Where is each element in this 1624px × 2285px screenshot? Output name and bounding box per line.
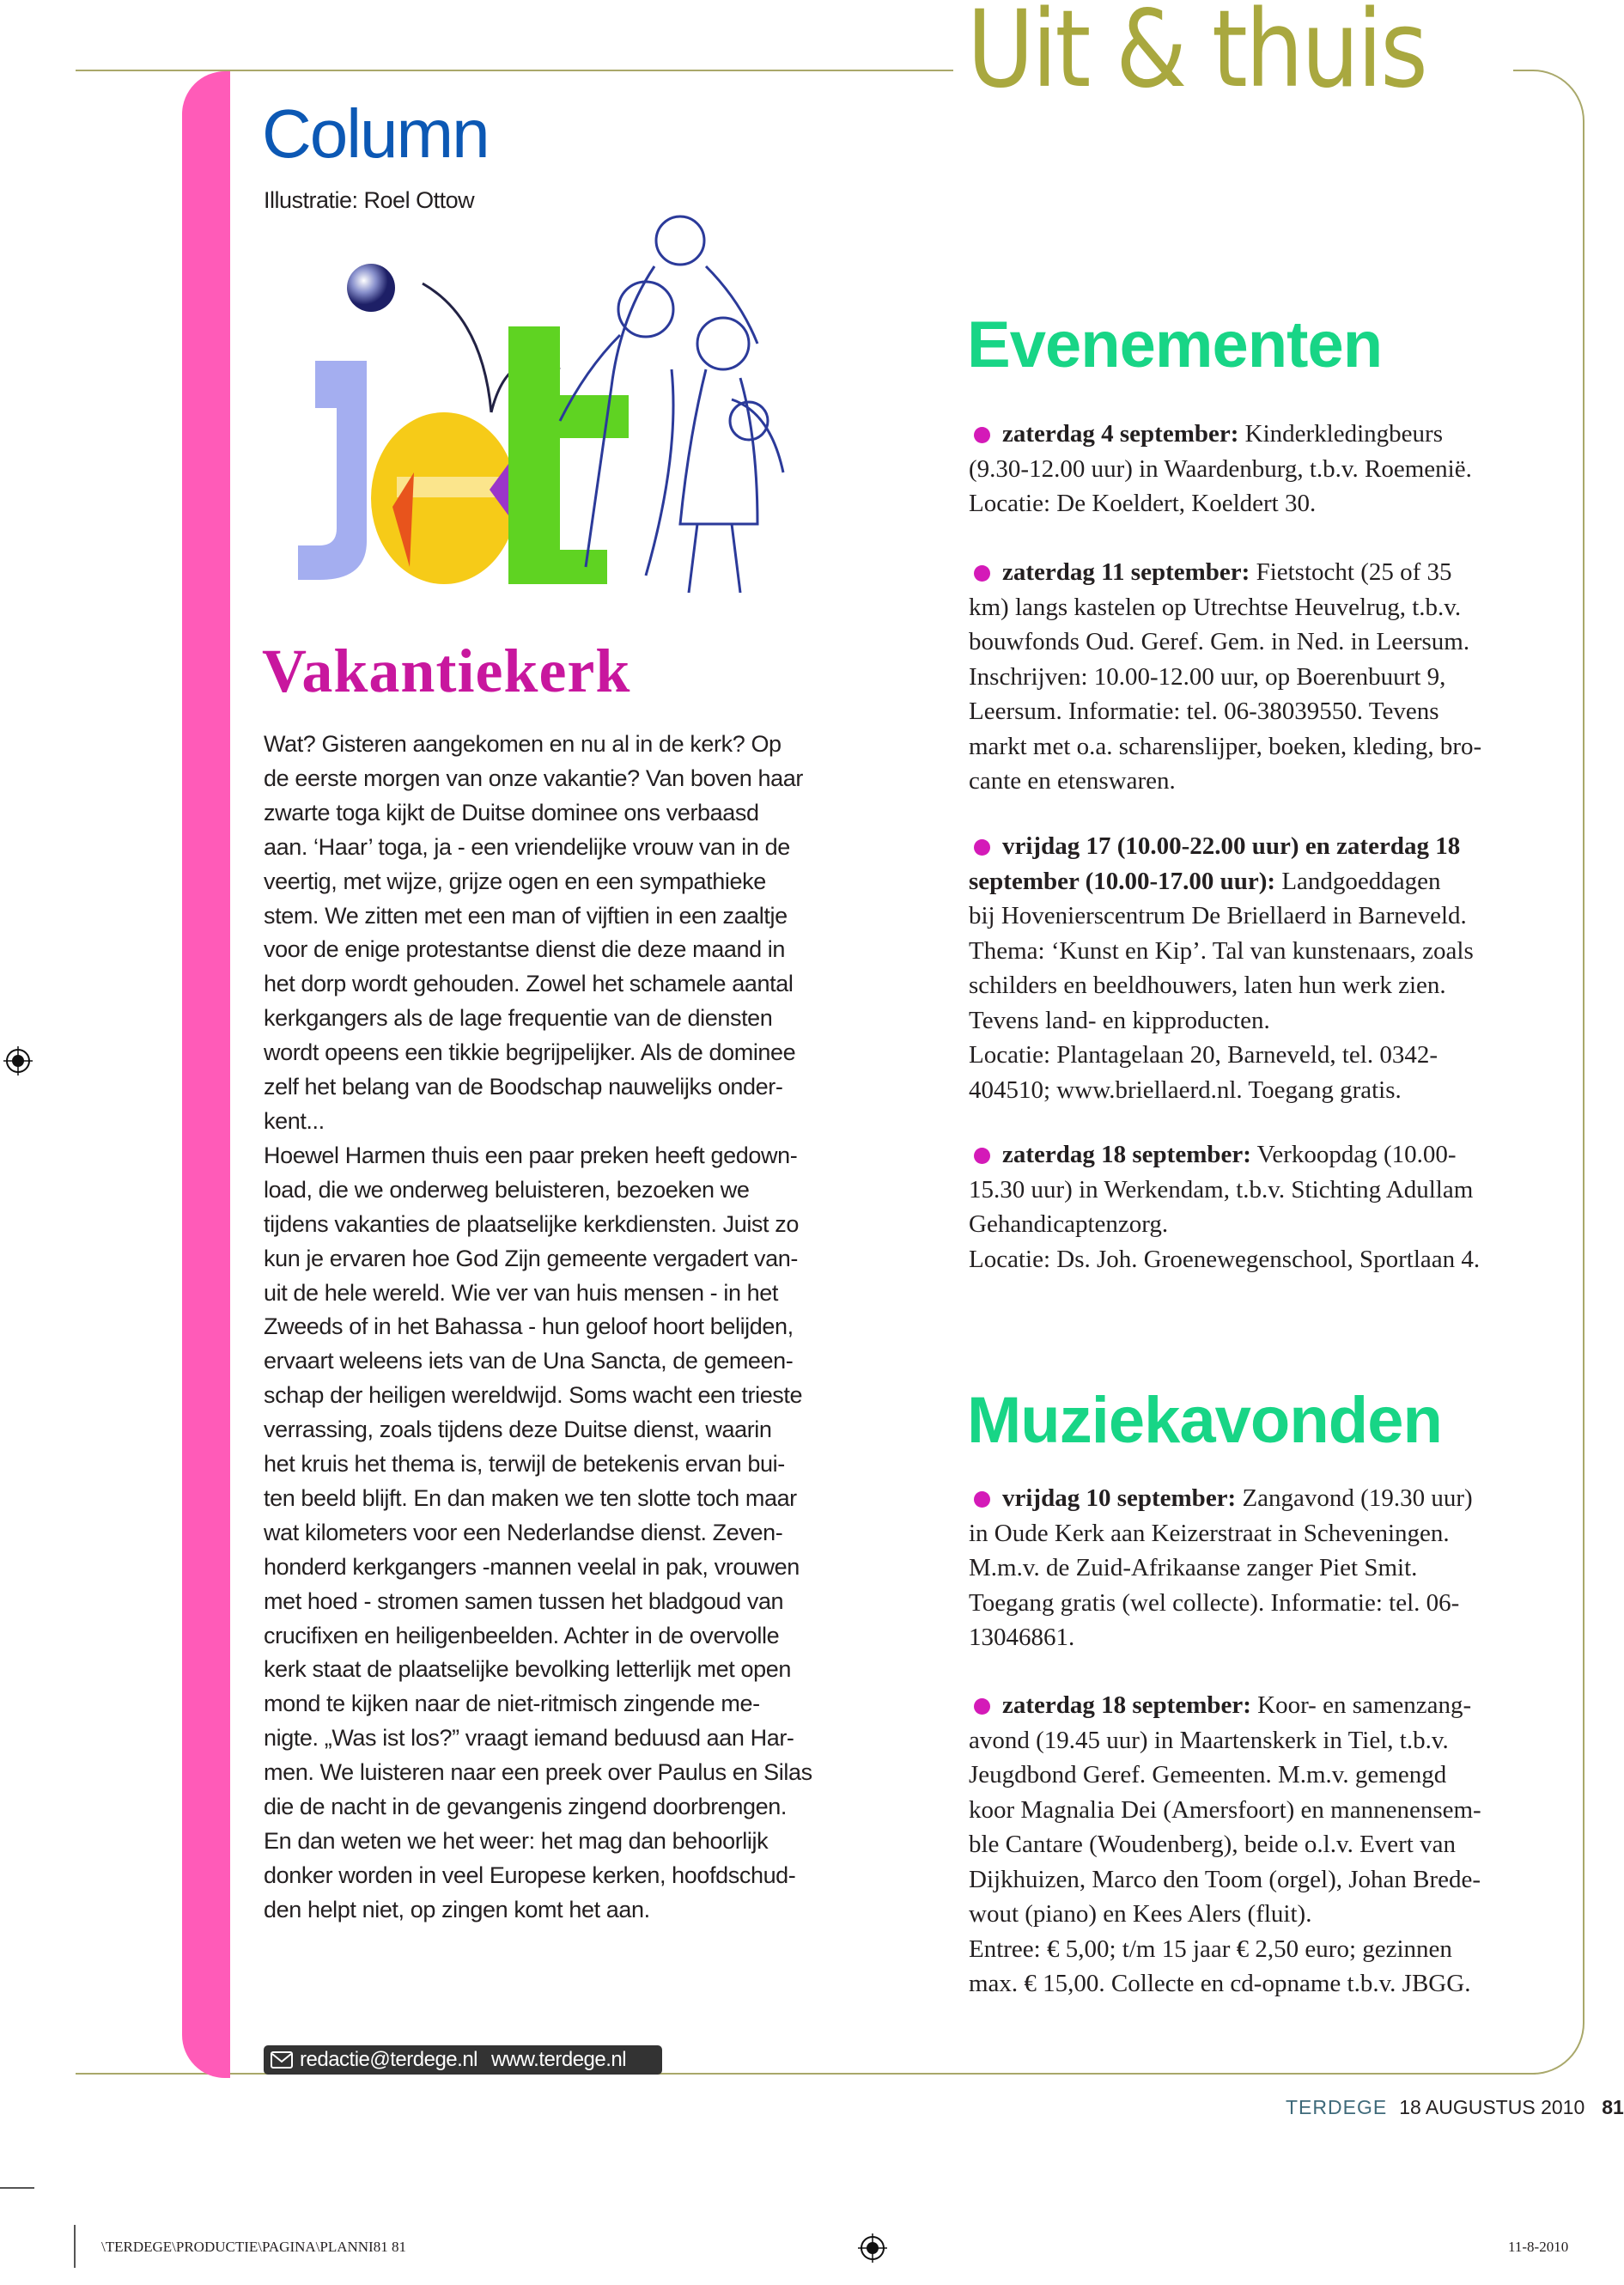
body-line: kerkgangers als de lage frequentie van de diensten <box>264 1005 773 1032</box>
event-date: zaterdag 18 september: <box>1002 1691 1251 1719</box>
trim-mark <box>74 2225 76 2268</box>
body-line: kun je ervaren hoe God Zijn gemeente vergadert van- <box>264 1245 798 1271</box>
footer-date: 18 AUGUSTUS 2010 <box>1399 2096 1585 2118</box>
event-text: M.m.v. de Zuid-Afrikaanse zanger Piet Smit. <box>969 1554 1418 1581</box>
column-body <box>264 728 865 1928</box>
registration-mark-icon <box>858 2233 887 2263</box>
event-text: Leersum. Informatie: tel. 06-38039550. Tevens <box>969 698 1439 725</box>
event-text: max. € 15,00. Collecte en cd-opname t.b.v. JBGG. <box>969 1970 1471 1997</box>
event-line <box>969 1073 1570 1108</box>
event-line <box>969 1038 1570 1073</box>
event-text: Thema: ‘Kunst en Kip’. Tal van kunstenaars, zoals <box>969 936 1474 965</box>
event-text: Toegang gratis (wel collecte). Informatie: tel. 06- <box>969 1588 1460 1617</box>
event-date: zaterdag 18 september: <box>1002 1141 1251 1168</box>
body-line: donker worden in veel Europese kerken, hoofdschud- <box>264 1862 796 1888</box>
envelope-icon <box>271 2051 293 2069</box>
body-line: stem. We zitten met een man of vijftien in een zaaltje <box>264 902 788 929</box>
body-line: mond te kijken naar de niet-ritmisch zingende me- <box>264 1691 760 1717</box>
event-line <box>969 729 1570 765</box>
event-text: Landgoeddagen <box>1275 867 1441 895</box>
event-line <box>969 1827 1570 1862</box>
event-line <box>969 1207 1570 1242</box>
body-line: veertig, met wijze, grijze ogen en een sympathieke <box>264 868 766 894</box>
event-text: Dijkhuizen, Marco den Toom (orgel), Johan Brede- <box>969 1865 1481 1893</box>
website-link[interactable]: www.terdege.nl <box>491 2048 627 2071</box>
event-line <box>969 1688 1570 1723</box>
body-line: uit de hele wereld. Wie ver van huis mensen - in het <box>264 1279 779 1306</box>
event-text: Entree: € 5,00; t/m 15 jaar € 2,50 euro; gezinnen <box>969 1935 1452 1963</box>
events-heading: Evenementen <box>967 308 1383 381</box>
bullet-icon <box>974 427 990 443</box>
body-line: met hoed - stromen samen tussen het bladgoud van <box>264 1587 784 1614</box>
event-date: vrijdag 17 (10.00-22.00 uur) en zaterdag 18 <box>1002 832 1461 860</box>
event-line <box>969 1793 1570 1828</box>
event-line <box>969 1862 1570 1898</box>
event-line <box>969 968 1570 1003</box>
event-line <box>969 1481 1570 1516</box>
slug-path: \TERDEGE\PRODUCTIE\PAGINA\PLANNI81 81 <box>101 2239 406 2255</box>
music-heading: Muziekavonden <box>967 1384 1442 1457</box>
page-footer <box>1286 2096 1624 2119</box>
page-number: 81 <box>1602 2096 1624 2118</box>
body-line: tijdens vakanties de plaatselijke kerkdiensten. Juist zo <box>264 1210 799 1237</box>
event-line <box>969 660 1570 695</box>
body-line: het kruis het thema is, terwijl de betekenis ervan bui- <box>264 1451 785 1478</box>
section-title: Uit & thuis <box>967 0 1426 112</box>
body-line: kerk staat de plaatselijke bevolking letterlijk met open <box>264 1656 791 1683</box>
event-text: Fietstocht (25 of 35 <box>1250 558 1452 586</box>
event-line <box>969 1897 1570 1932</box>
event-item <box>969 417 1570 521</box>
bullet-icon <box>974 1148 990 1164</box>
event-text: Locatie: Ds. Joh. Groenewegenschool, Sportlaan 4. <box>969 1245 1481 1273</box>
event-date: zaterdag 4 september: <box>1002 420 1239 448</box>
email-link[interactable]: redactie@terdege.nl <box>300 2048 477 2071</box>
event-text: bouwfonds Oud. Geref. Gem. in Ned. in Leersum. <box>969 628 1470 655</box>
event-item <box>969 829 1570 1107</box>
event-date: september (10.00-17.00 uur): <box>969 867 1276 895</box>
ball-icon <box>347 264 395 312</box>
event-line <box>969 1173 1570 1208</box>
event-item <box>969 555 1570 799</box>
event-line <box>969 864 1570 899</box>
event-text: Gehandicaptenzorg. <box>969 1210 1169 1238</box>
column-accent-bar <box>182 71 230 2078</box>
event-text: Verkoopdag (10.00- <box>1250 1141 1457 1168</box>
body-line: Zweeds of in het Bahassa - hun geloof hoort belijden, <box>264 1313 794 1340</box>
footer-brand: TERDEGE <box>1286 2096 1388 2118</box>
trim-mark <box>0 2187 34 2189</box>
event-text: koor Magnalia Dei (Amersfoort) en mannenensem- <box>969 1795 1481 1824</box>
body-line: Wat? Gisteren aangekomen en nu al in de kerk? Op <box>264 731 782 757</box>
bullet-icon <box>974 565 990 582</box>
event-text: ble Cantare (Woudenberg), beide o.l.v. Evert van <box>969 1831 1456 1858</box>
event-line <box>969 1723 1570 1758</box>
event-text: Jeugdbond Geref. Gemeenten. M.m.v. gemengd <box>969 1761 1447 1788</box>
event-line <box>969 1586 1570 1621</box>
event-text: wout (piano) en Kees Alers (fluit). <box>969 1900 1312 1928</box>
event-line <box>969 829 1570 864</box>
event-line <box>969 625 1570 660</box>
event-text: (9.30-12.00 uur) in Waardenburg, t.b.v. Roemenië. <box>969 454 1472 483</box>
event-line <box>969 555 1570 590</box>
event-line <box>969 1551 1570 1586</box>
event-line <box>969 1620 1570 1655</box>
event-line <box>969 1932 1570 1967</box>
body-line: wat kilometers voor een Nederlandse dienst. Zeven- <box>264 1519 783 1545</box>
event-item <box>969 1137 1570 1277</box>
event-text: bij Hovenierscentrum De Briellaerd in Barneveld. <box>969 902 1467 929</box>
event-date: zaterdag 11 september: <box>1002 558 1250 586</box>
event-line <box>969 764 1570 799</box>
event-line <box>969 1137 1570 1173</box>
event-text: Locatie: Plantagelaan 20, Barneveld, tel. 0342- <box>969 1041 1438 1069</box>
body-line: wordt opeens een tikkie begrijpelijker. Als de dominee <box>264 1039 796 1066</box>
registration-mark-icon <box>3 1046 33 1075</box>
body-line: men. We luisteren naar een preek over Paulus en Silas <box>264 1759 812 1786</box>
body-line: ervaart weleens iets van de Una Sancta, de gemeen- <box>264 1348 794 1374</box>
logo-letter-t <box>508 326 629 584</box>
logo-letter-e <box>371 412 517 584</box>
body-line: de eerste morgen van onze vakantie? Van boven haar <box>264 765 803 791</box>
top-rule <box>76 70 953 71</box>
event-text: 15.30 uur) in Werkendam, t.b.v. Stichting Adullam <box>969 1175 1474 1203</box>
event-text: markt met o.a. scharenslijper, boeken, kleding, bro- <box>969 732 1482 760</box>
jet-illustration <box>277 215 826 601</box>
event-text: avond (19.45 uur) in Maartenskerk in Tiel, t.b.v. <box>969 1726 1449 1754</box>
event-line <box>969 417 1570 452</box>
event-text: schilders en beeldhouwers, laten hun werk zien. <box>969 972 1446 999</box>
event-item <box>969 1688 1570 2002</box>
event-text: in Oude Kerk aan Keizerstraat in Scheveningen. <box>969 1519 1450 1547</box>
event-line <box>969 1003 1570 1039</box>
event-text: Inschrijven: 10.00-12.00 uur, op Boerenbuurt 9, <box>969 662 1446 691</box>
event-text: 404510; www.briellaerd.nl. Toegang gratis. <box>969 1075 1402 1104</box>
body-line: den helpt niet, op zingen komt het aan. <box>264 1896 650 1922</box>
body-line: zelf het belang van de Boodschap nauwelijks onder- <box>264 1074 783 1100</box>
body-line: zwarte toga kijkt de Duitse dominee ons verbaasd <box>264 799 759 826</box>
body-line: crucifixen en heiligenbeelden. Achter in de overvolle <box>264 1622 780 1648</box>
column-heading: Column <box>262 95 489 172</box>
body-line: kent... <box>264 1107 325 1134</box>
illustration-credit: Illustratie: Roel Ottow <box>264 187 475 213</box>
event-line <box>969 694 1570 729</box>
event-text: km) langs kastelen op Utrechtse Heuvelrug, t.b.v. <box>969 593 1462 621</box>
body-line: voor de enige protestantse dienst die deze maand in <box>264 936 786 963</box>
bullet-icon <box>974 1491 990 1508</box>
body-line: die de nacht in de gevangenis zingend doorbrengen. <box>264 1794 787 1820</box>
body-line: Hoewel Harmen thuis een paar preken heeft gedown- <box>264 1142 798 1168</box>
event-line <box>969 899 1570 934</box>
body-line: load, die we onderweg beluisteren, bezoeken we <box>264 1176 750 1203</box>
body-line: aan. ‘Haar’ toga, ja - een vriendelijke vrouw van in de <box>264 833 790 860</box>
event-line <box>969 934 1570 969</box>
article-title: Vakantiekerk <box>262 637 631 705</box>
body-line: verrassing, zoals tijdens deze Duitse dienst, waarin <box>264 1417 772 1443</box>
event-text: Locatie: De Koeldert, Koeldert 30. <box>969 490 1317 517</box>
logo-letter-j <box>298 361 367 580</box>
contact-bar <box>264 2045 662 2075</box>
body-line: schap der heiligen wereldwijd. Soms wacht een trieste <box>264 1382 803 1409</box>
event-text: Zangavond (19.30 uur) <box>1236 1484 1473 1512</box>
slug-date: 11-8-2010 <box>1508 2239 1569 2255</box>
event-line <box>969 486 1570 521</box>
body-line: En dan weten we het weer: het mag dan behoorlijk <box>264 1828 769 1854</box>
event-item <box>969 1481 1570 1655</box>
event-date: vrijdag 10 september: <box>1002 1484 1237 1512</box>
event-text: Koor- en samenzang- <box>1250 1691 1472 1719</box>
body-line: honderd kerkgangers -mannen veelal in pak, vrouwen <box>264 1553 800 1580</box>
event-text: Tevens land- en kipproducten. <box>969 1006 1270 1034</box>
body-line: het dorp wordt gehouden. Zowel het schamele aantal <box>264 971 794 997</box>
body-line: nigte. „Was ist los?” vraagt iemand beduusd aan Har- <box>264 1725 794 1752</box>
event-text: cante en etenswaren. <box>969 767 1176 795</box>
body-line: ten beeld blijft. En dan maken we ten slotte toch maar <box>264 1484 797 1511</box>
bullet-icon <box>974 1698 990 1715</box>
event-text: Kinderkledingbeurs <box>1238 420 1443 448</box>
event-line <box>969 1242 1570 1277</box>
event-text: 13046861. <box>969 1624 1075 1651</box>
event-line <box>969 1966 1570 2002</box>
event-line <box>969 1758 1570 1793</box>
event-line <box>969 590 1570 625</box>
bullet-icon <box>974 839 990 856</box>
event-line <box>969 1516 1570 1551</box>
event-line <box>969 452 1570 487</box>
